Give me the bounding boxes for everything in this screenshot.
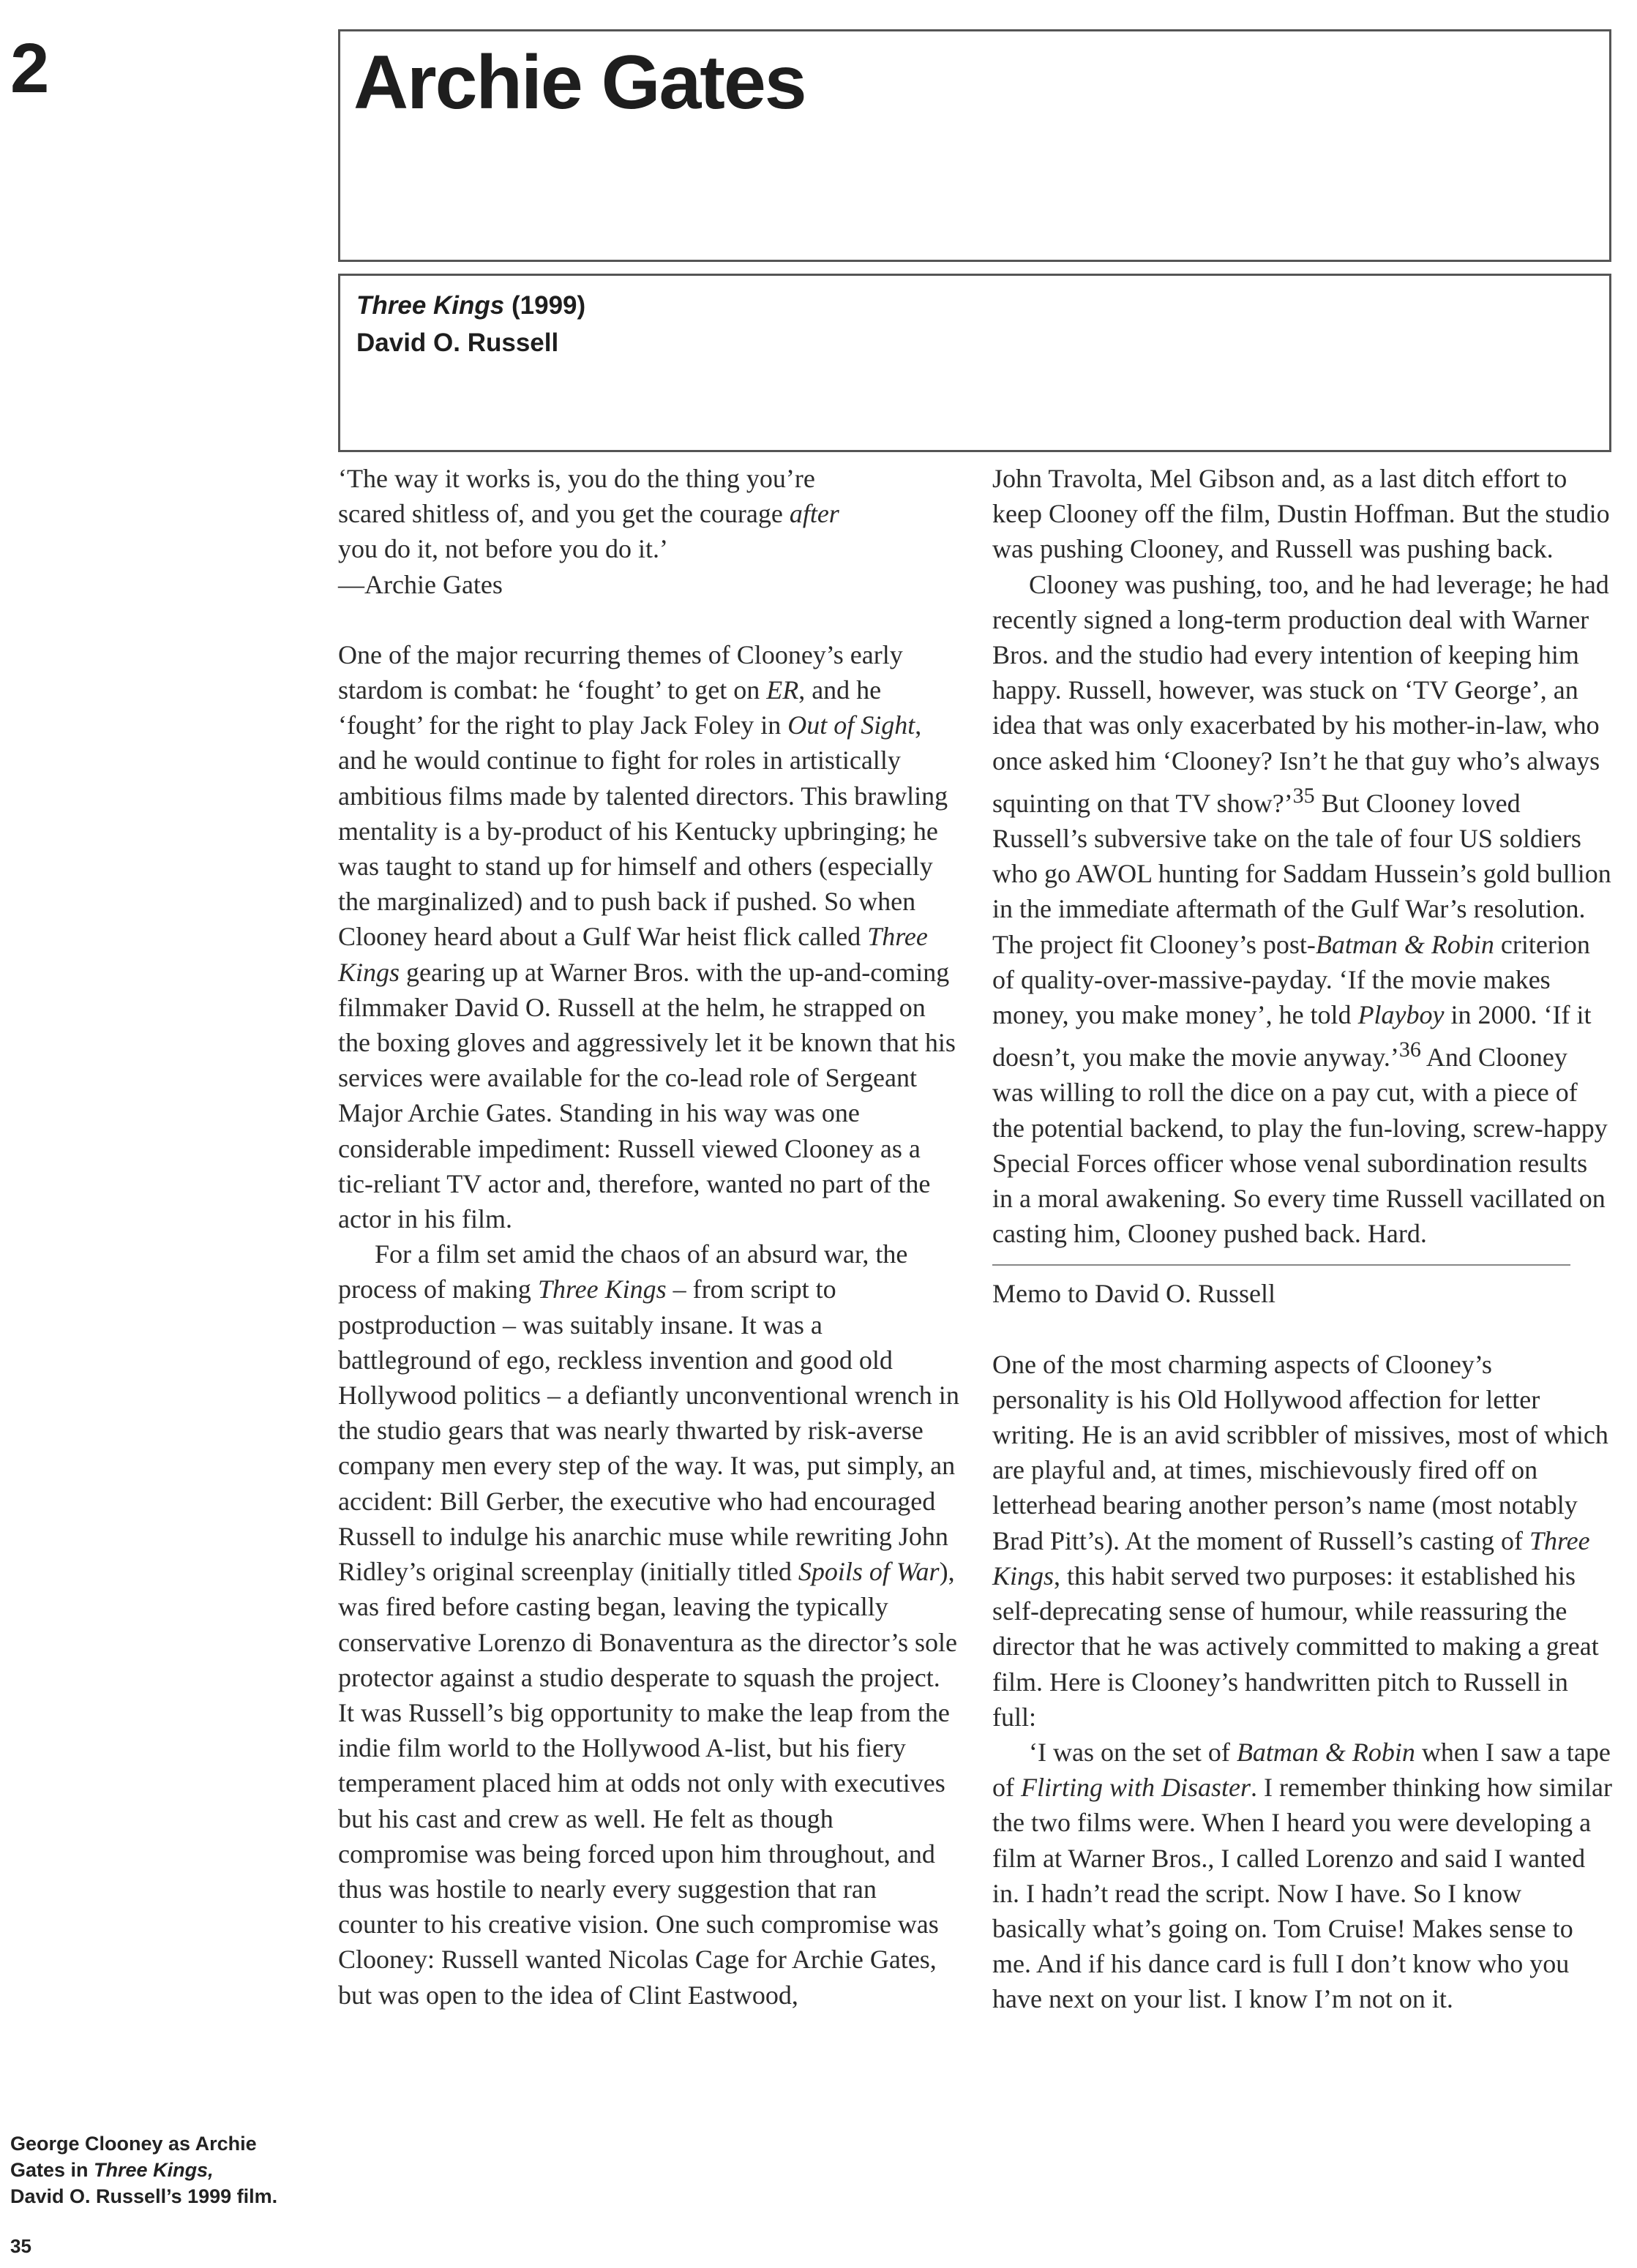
paragraph-1: One of the major recurring themes of Clooney’s early stardom is combat: he ‘fought’ to get on ER, and he ‘fought’ for the right to play Jack Foley in Out of Sight, and he would continue to fight for roles in artistically ambitious films made by talented directors. This brawling mentality is a by-product of his Kentucky upbringing; he was taught to stand up for himself and others (especially the marginalized) and to push back if pushed. So when Clooney heard about a Gulf War heist flick called Three Kings gearing up at Warner Bros. with the up-and-coming filmmaker David O. Russell at the helm, he strapped on the boxing gloves and aggressively let it be known that his services were available for the co-lead role of Sergeant Major Archie Gates. Standing in his way was one considerable impediment: Russell viewed Clooney as a tic-reliant TV actor and, therefore, wanted no part of the actor in his film. <box>338 639 956 1234</box>
epigraph-line: ‘The way it works is, you do the thing you’re <box>338 464 815 493</box>
paragraph-5: One of the most charming aspects of Clooney’s personality is his Old Hollywood affection for letter writing. He is an avid scribbler of missives, most of which are playful and, at times, mischievously fired off on letterhead bearing another person’s name (most notably Brad Pitt’s). At the moment of Russell’s casting of Three Kings, this habit served two purposes: it established his self-deprecating sense of humour, while reassuring the director that he was actively committed to making a great film. Here is Clooney’s handwritten pitch to Russell in full: <box>992 1349 1608 1732</box>
section-divider <box>992 1264 1570 1266</box>
chapter-title: Archie Gates <box>353 40 806 125</box>
text-column-right <box>992 461 1614 2017</box>
film-info-box <box>338 274 1611 452</box>
film-info <box>356 288 585 362</box>
epigraph-line: scared shitless of, and you get the courage after <box>338 499 839 529</box>
epigraph-line: you do it, not before you do it.’ <box>338 534 668 564</box>
footnote-ref: 36 <box>1398 1037 1421 1062</box>
chapter-title-box <box>338 29 1611 262</box>
paragraph-4: Clooney was pushing, too, and he had leverage; he had recently signed a long-term production deal with Warner Bros. and the studio had every intention of keeping him happy. Russell, however, was stuck on ‘TV George’, an idea that was only exacerbated by his mother-in-law, who once asked him ‘Clooney? Isn’t he that guy who’s always squinting on that TV show?’$^{35}$ But Clooney loved Russell’s subversive take on the tale of four US soldiers who go AWOL hunting for Saddam Hussein’s gold bullion in the immediate aftermath of the Gulf War’s resolution. The project fit Clooney’s post-Batman & Robin criterion of quality-over-massive-payday. ‘If the movie makes money, you make money’, he told Playboy in 2000. ‘If it doesn’t, you make the movie anyway.’$^{36}$ And Clooney was willing to roll the dice on a pay cut, with a piece of the potential backend, to play the fun-loving, screw-happy Special Forces officer whose venal subordination results in a moral awakening. So every time Russell vacillated on casting him, Clooney pushed back. Hard. <box>992 569 1611 1249</box>
epigraph-attribution: —Archie Gates <box>338 569 503 599</box>
paragraph-2: For a film set amid the chaos of an absurd war, the process of making Three Kings – from script to postproduction – was suitably insane. It was a battleground of ego, reckless invention and good old Hollywood politics – a defiantly unconventional wrench in the studio gears that was nearly thwarted by risk-averse company men every step of the way. It was, put simply, an accident: Bill Gerber, the executive who had encouraged Russell to indulge his anarchic muse while rewriting John Ridley’s original screenplay (initially titled Spoils of War), was fired before casting began, leaving the typically conservative Lorenzo di Bonaventura as the director’s sole protector against a studio desperate to squash the project. It was Russell’s big opportunity to make the leap from the indie film world to the Hollywood A-list, but his fiery temperament placed him at odds not only with executives but his cast and crew as well. He felt as though compromise was being forced upon him throughout, and thus was hostile to nearly every suggestion that ran counter to his creative vision. One such compromise was Clooney: Russell wanted Nicolas Cage for Archie Gates, but was open to the idea of Clint Eastwood, <box>338 1239 959 2010</box>
film-director: David O. Russell <box>356 328 559 357</box>
paragraph-6: ‘I was on the set of Batman & Robin when I saw a tape of Flirting with Disaster. I remember thinking how similar the two films were. When I heard you were developing a film at Warner Bros., I called Lorenzo and said I wanted in. I hadn’t read the script. Now I have. So I know basically what’s going on. Tom Cruise! Makes sense to me. And if his dance card is full I don’t know who you have next on your list. I know I’m not on it. <box>992 1737 1612 2014</box>
epigraph <box>338 461 960 602</box>
photo-caption: George Clooney as Archie Gates in Three Kings, David O. Russell’s 1999 film. <box>10 2133 278 2207</box>
chapter-number: 2 <box>10 29 50 108</box>
paragraph-3: John Travolta, Mel Gibson and, as a last ditch effort to keep Clooney off the film, Dustin Hoffman. But the studio was pushing Clooney, and Russell was pushing back. <box>992 464 1610 564</box>
text-column-left <box>338 461 960 2013</box>
film-year: (1999) <box>512 291 586 320</box>
page-number: 35 <box>10 2235 31 2257</box>
section-heading: Memo to David O. Russell <box>992 1279 1275 1309</box>
footnote-ref: 35 <box>1292 783 1315 808</box>
film-title: Three Kings <box>356 291 505 320</box>
